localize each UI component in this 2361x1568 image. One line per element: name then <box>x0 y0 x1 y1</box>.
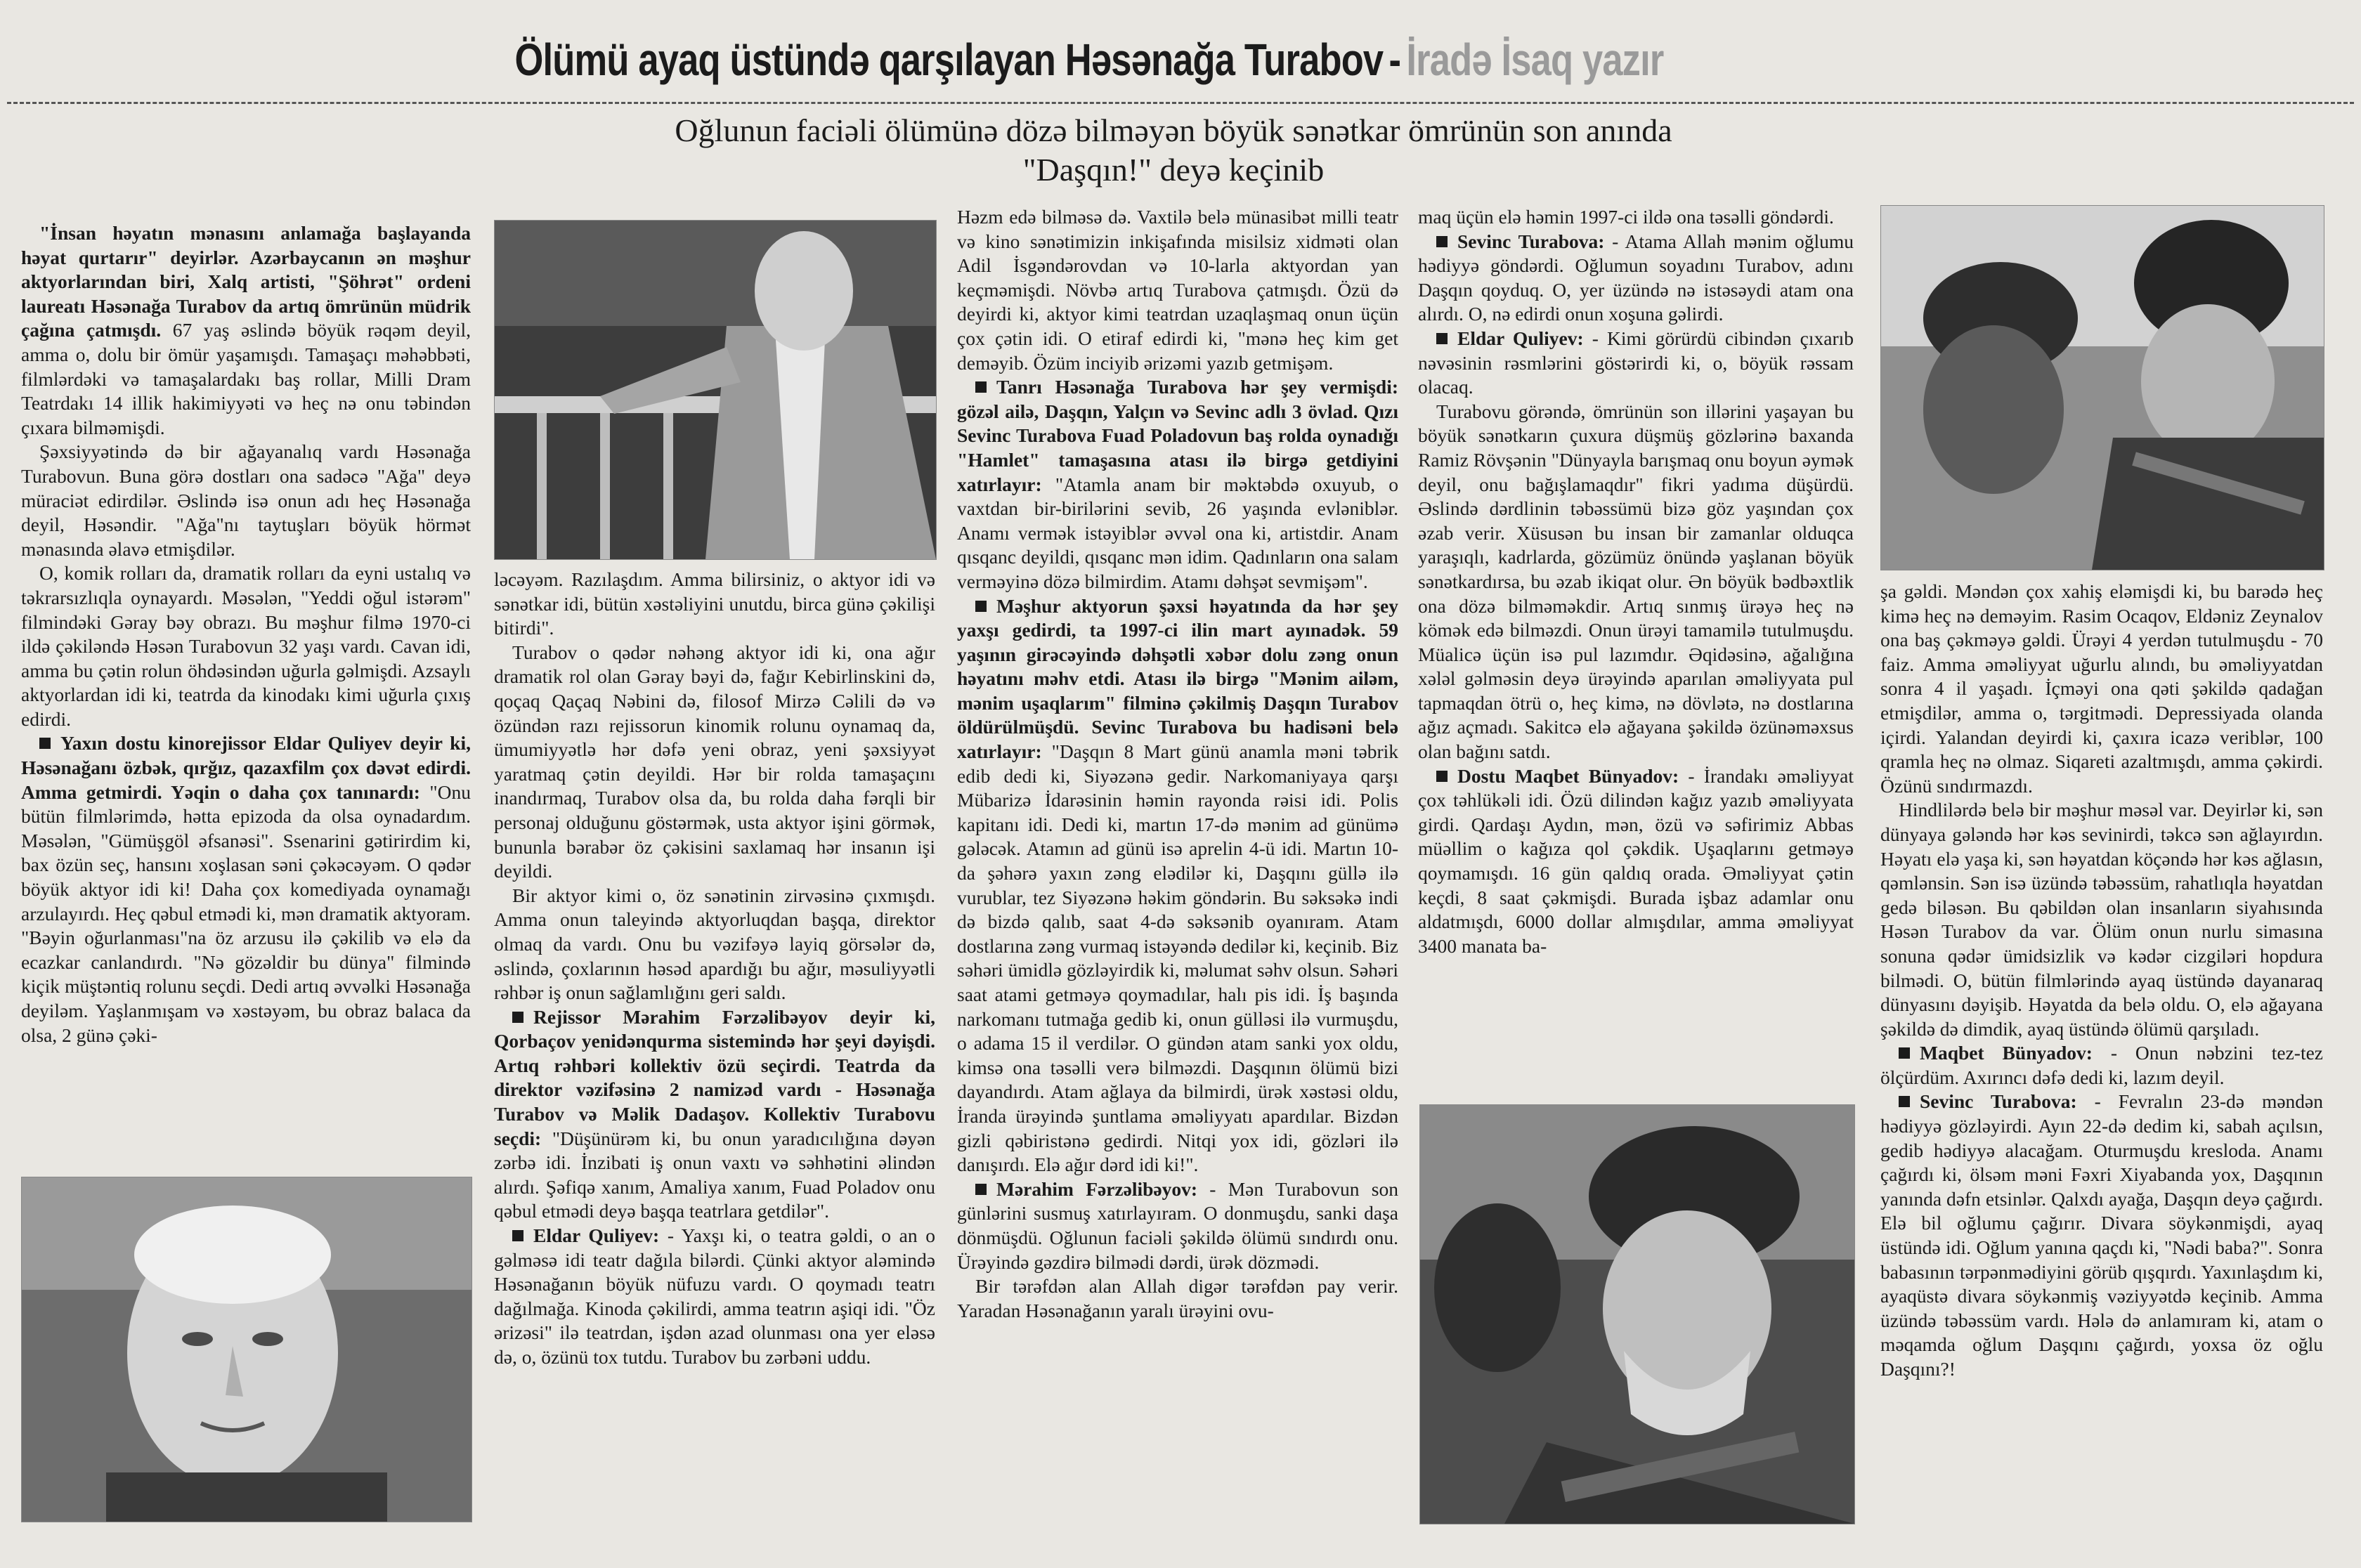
body-text: - Fevralın 23-də məndən hədiyyə gözləyirdi. Ayın 22-də dedim ki, sabah açılsın, gedib hədiyyə alacağam. Oturmuşdu kresloda. Anamı çağırdı ki, ölsəm məni Fəxri Xiyabanda yox, Daşqının yanında dəfn etsinlər. Qalxdı ayağa, Daşqın deyə çağırdı. Elə bil oğlumu çağırır. Divara söykənmişdi, ayaq üstündə idi. Oğlum yanına qaçdı ki, "Nədi baba?". Sonra babasının tərpənmədiyini görüb qışqırdı. Yaxınlaşdım ki, ayaqüstə divara söykənmiş vəziyyətdə keçinib. Amma üzündə təbəssüm vardı. Hələ də anlamıram ki, atam o məqamda oğlum Daşqını çağırdı, yoxsa öz oğlu Daşqını?! <box>1880 1090 2323 1380</box>
article-paragraph <box>494 1005 935 1224</box>
body-text: Hindlilərdə belə bir məşhur məsəl var. Deyirlər ki, sən dünyaya gələndə hər kəs sevinirdi, təkcə sən ağlayırdın. Həyatı elə yaşa ki, sən həyatdan köçəndə hər kəs ağlasın, qəmlənsin. Sən isə üzündə təbəssüm, rahatlıqla həyatdan gedə biləsən. Bu qəbildən olan insanların siyahısında Həsən Turabov da var. Ölüm onun nurlu simasına sonuna qədər ümidsizlik və kədər cizgiləri hopdura bilmədi. O, bütün filmlərində ayaq üstündə dayanaraq dünyasını dəyişib. Həyatda da belə oldu. O, elə ağayana şəkildə də dimdik, ayaq üstündə ölümü qarşıladı. <box>1880 799 2323 1040</box>
square-bullet-icon <box>512 1012 523 1023</box>
subheadline-line-1: Oğlunun faciəli ölümünə dözə bilməyən böyük sənətkar ömrünün son anında <box>675 112 1672 148</box>
body-text: "Daşqın 8 Mart günü anamla məni təbrik edib dedi ki, Siyəzənə gedir. Narkomaniyaya qarşı Mübarizə İdarəsinin həmin rayonda rəisi idi. Polis kapitanı idi. Dedi ki, martın 17-də mənim ad günümə gələcək. Atamın ad günü isə aprelin 4-ü idi. Martın 10-da şəhərə yaxın zəng elədilər ki, Daşqını güllə ilə vurublar, tez Siyəzənə həkim göndərin. Bu səksəkə indi də bizdə qalıb, saat 4-də səksənib oyanıram. Atam dostlarına zəng vurmaq istəyəndə dedilər ki, keçinib. Biz səhəri ümidlə gözləyirdik ki, məlumat səhv olsun. Səhəri saat atami getməyə qoymadılar, halı pis idi. İş başında narkomanı tutmağa gedib ki, onun gülləsi ilə vurmuşdu, o adama 15 il verdilər. O gündən atam sanki yox oldu, kimsə ona təsəlli verə bilməzdi. Daşqının ölümü bizi dayandırdı. Atam ağlaya da bilmirdi, ürək xəstəsi oldu, İranda ürəyində şuntlama əməliyyatı apardılar. Bizdən gizli qəbiristənə gedirdi. Nitqi yox idi, gözləri ilə danışırdı. Elə ağır dərd idi ki!". <box>957 740 1398 1176</box>
bold-text: Dostu Maqbet Bünyadov: <box>1457 764 1679 787</box>
bold-text: Eldar Quliyev: <box>1457 327 1584 349</box>
body-text: Həzm edə bilməsə də. Vaxtilə belə münasibət milli teatr və kino sənətimizin inkişafında misilsiz xidməti olan Adil İsgəndərovdan və 10-larla aktyordan yan keçməmişdi. Növbə artıq Turabova çatmışdı. Özü də deyirdi ki, aktyor kimi teatrdan uzaqlaşmaq onun üçün çox çətin idi. O etiraf edirdi ki, "mənə heç kim get deməyib. Özüm inciyib ərizəmi yazıb getmişəm. <box>957 206 1398 374</box>
body-text: Şəxsiyyətində də bir ağayanalıq vardı Həsənağa Turabovun. Buna görə dostları ona sadəcə "Ağa" deyə müraciət edirdilər. Əslində isə onun adı heç Həsənağa deyil, Həsəndir. "Ağa"nı taytuşları böyük hörmət mənasında əlavə etmişdilər. <box>21 440 471 560</box>
bold-text: Eldar Quliyev: <box>533 1224 660 1247</box>
square-bullet-icon <box>1436 771 1448 782</box>
header-dashed-divider <box>7 102 2354 104</box>
article-paragraph <box>1418 205 1854 230</box>
bold-text: Maqbet Bünyadov: <box>1920 1042 2093 1064</box>
square-bullet-icon <box>1899 1096 1910 1107</box>
body-text: - Atama Allah mənim oğlumu hədiyyə göndərdi. Oğlumun soyadını Turabov, adını Daşqın qoyduq. O, yer üzündə nə istəsəydi atam ona alırdı. O, nə edirdi onun xoşuna gəlirdi. <box>1418 230 1854 325</box>
square-bullet-icon <box>1436 333 1448 344</box>
article-paragraph <box>1880 1041 2323 1090</box>
article-headline <box>369 28 1809 91</box>
bold-text: Rejissor Mərahim Fərzəlibəyov deyir ki, Qorbaçov yenidənqurma sistemində hər şeyi dəyişdi. Artıq rəhbəri kollektiv özü seçirdi. Teatrda da direktor vəzifəsinə 2 namizəd vardı - Həsənağa Turabov və Məlik Dadaşov. Kollektiv Turabovu seçdi: <box>494 1005 935 1149</box>
article-paragraph <box>494 568 935 641</box>
bold-text: Sevinc Turabova: <box>1457 230 1605 252</box>
portrait-photo-graphic <box>22 1177 471 1522</box>
body-text: "Düşünürəm ki, bu onun yaradıcılığına dəyən zərbə idi. İnzibati iş onun vaxtı və səhhətini əlindən alırdı. Şəfiqə xanım, Amaliya xanım, Fuad Poladov onu qəbul etmədi deyə başqa teatrlara getdilər". <box>494 1127 935 1222</box>
article-paragraph <box>1418 764 1854 959</box>
body-text: - Kimi görürdü cibindən çıxarıb nəvəsinin rəsmlərini göstərirdi ki, o, böyük rəssam olacaq. <box>1418 327 1854 398</box>
bold-text: Yaxın dostu kinorejissor Eldar Quliyev deyir ki, Həsənağanı özbək, qırğız, qazaxfilm çox dəvət edirdi. Amma getmirdi. Yəqin o daha çox tanınardı: <box>21 732 471 803</box>
bold-text: Məşhur aktyorun şəxsi həyatında da hər şey yaxşı gedirdi, ta 1997-ci ilin mart ayınadək. 59 yaşının girəcəyində dəhşətli xəbər dolu zəng onun həyatını məhv etdi. Atası ilə birgə "Mənim ailəm, mənim uşaqlarım" filminə çəkilmiş Daşqın Turabov öldürülmüşdü. Sevinc Turabova bu hadisəni belə xatırlayır: <box>957 594 1398 763</box>
body-text: Bir aktyor kimi o, öz sənətinin zirvəsinə çıxmışdı. Amma onun taleyində aktyorluqdan başqa, direktor olmaq da vardı. Onu bu vəzifəyə layiq görsələr də, əslində, çoxlarının həsəd apardığı bu ağır, məsuliyyətli rəhbər iş onun sağlamlığını geri saldı. <box>494 884 935 1004</box>
text-column-1 <box>21 221 471 1152</box>
body-text: - Onun nəbzini tez-tez ölçürdüm. Axırıncı dəfə dedi ki, lazım deyil. <box>1880 1042 2323 1088</box>
body-text: "Onu bütün filmlərimdə, hətta epizoda da olsa oynadardım. Məsələn, "Gümüşgöl əfsanəsi". Ssenarini gətirirdim ki, bax özün seç, hansını xoşlasan səni çəkəcəyəm. O qədər böyük aktyor idi ki! Daha çox komediyada oynamağı arzulayırdı. Heç qəbul etmədi ki, mən dramatik aktyoram. "Bəyin oğurlanması"na öz arzusu ilə çəkilib və elə da ecazkar canlandırdı. "Nə gözəldir bu dünya" filmində kiçik müştəntiq rolunu seçdi. Dedi artıq əvvəlki Həsənağa deyiləm. Yaşlanmışam və xəstəyəm, bu obraz balaca da olsa, 2 günə çəki- <box>21 780 471 1046</box>
square-bullet-icon <box>975 381 987 393</box>
body-text: Bir tərəfdən alan Allah digər tərəfdən pay verir. Yaradan Həsənağanın yaralı ürəyini ovu- <box>957 1275 1398 1321</box>
body-text: 67 yaş əslində böyük rəqəm deyil, amma o, dolu bir ömür yaşamışdı. Tamaşaçı məhəbbəti, filmlərdəki və tamaşalardakı baş rollar, Milli Dram Teatrdakı 14 illik hakimiyyəti və heç nə onu təbindən çıxara bilməmişdi. <box>21 319 471 438</box>
bold-text: Sevinc Turabova: <box>1920 1090 2077 1113</box>
film-still-photo-right <box>1880 205 2324 570</box>
article-paragraph <box>1418 400 1854 764</box>
text-column-4 <box>1418 205 1854 1080</box>
article-paragraph <box>957 205 1398 375</box>
square-bullet-icon <box>975 601 987 612</box>
body-text: şa gəldi. Məndən çox xahiş eləmişdi ki, bu barədə heç kimə heç nə deməyim. Rasim Ocaqov, Eldəniz Zeynalov ona baş çəkməyə gəldi. Ürəyi 4 yerdən tutulmuşdu - 70 faiz. Amma əməliyyat uğurlu alındı, bu əməliyyatdan sonra 4 il yaşadı. İçməyi ona qəti şəkildə qadağan etmişdilər, amma o, tərgitmədi. Depressiyada olanda içirdi. Yalandan deyirdi ki, çaxıra icazə veriblər, 100 qramla heç nə olmaz. Siqareti azaltmışdı, amma çəkirdi. Özünü sındırmazdı. <box>1880 580 2323 797</box>
body-text: - Yaxşı ki, o teatra gəldi, o an o gəlməsə idi teatr dağıla bilərdi. Çünki aktyor aləmində Həsənağanın böyük nüfuzu vardı. O qoymadı teatrı dağılmağa. Kinoda çəkilirdi, amma teatrın aşiqi idi. "Öz ərizəsi" ilə teatrdan, işdən azad olunması ona yer eləsə də, o, özünü tox tutdu. Turabov bu zərbəni uddu. <box>494 1224 935 1368</box>
text-column-5 <box>1880 580 2323 1523</box>
square-bullet-icon <box>1436 236 1448 247</box>
bold-text: Mərahim Fərzəlibəyov: <box>996 1177 1198 1200</box>
body-text: Turabovu görəndə, ömrünün son illərini yaşayan bu böyük sənətkarın çuxura düşmüş gözlərinə baxanda Ramiz Rövşənin "Dünyayla barışmaq onu boyun əymək deyil, onu bağışlamaqdır" fikri yadıma düşürdü. Əslində dərdlinin təbəssümü bizə göz yaşından çox əzab verir. Xüsusən bu insan bir zamanlar olduqca yaraşıqlı, kadrlarda, gözümüz önündə yaşlanan böyük sənətkardırsa, bu əzab ikiqat olur. Ən böyük bədbəxtlik ona dözə bilməməkdir. Artıq sınmış ürəyə heç nə kömək edə bilməzdi. Onun ürəyi tamamilə tutulmuşdu. Müalicə üçün isə pul lazımdır. Əqidəsinə, ağalığına xələl gəlməsin deyə ürəyində aparılan əməliyyata pul tapmaqdan ötrü o, heç kimə, nə dövlətə, nə dostlarına ağız açmadı. Sakitcə elə ağayana şəkildə özünəməxsus olan bağını satdı. <box>1418 400 1854 763</box>
article-paragraph <box>1880 1090 2323 1381</box>
article-paragraph <box>494 1224 935 1370</box>
article-paragraph <box>21 731 471 1047</box>
film-still-graphic <box>1420 1105 1854 1524</box>
article-paragraph <box>1880 580 2323 798</box>
square-bullet-icon <box>512 1230 523 1241</box>
bold-text: Tanrı Həsənağa Turabova hər şey vermişdi: gözəl ailə, Daşqın, Yalçın və Sevinc adlı 3 övlad. Qızı Sevinc Turabova Fuad Poladovun baş rolda oynadığı "Hamlet" tamaşasına atası ilə birgə getdiyini xatırlayır: <box>957 376 1398 495</box>
body-text: - İrandakı əməliyyat çox təhlükəli idi. Özü dilindən kağız yazıb əməliyyata girdi. Qardaşı Aydın, mən, özü və səfirimiz Abbas müəllim o kağıza qol çəkdik. Uşaqlarını getməyə qoymamışdı. 16 gün qaldıq orada. Əməliyyat çətin keçdi, 8 saat çəkmişdi. Burada işbaz adamlar onu aldatmışdı, 6000 dollar almışdılar, amma əməliyyat 3400 manata ba- <box>1418 764 1854 957</box>
article-paragraph <box>21 221 471 440</box>
film-still-right-graphic <box>1881 206 2324 570</box>
headline-text: Ölümü ayaq üstündə qarşılayan Həsənağa Turabov <box>514 34 1384 85</box>
article-paragraph <box>21 561 471 731</box>
article-paragraph <box>1418 230 1854 327</box>
article-paragraph <box>957 1177 1398 1274</box>
portrait-photo-elderly <box>21 1177 472 1522</box>
headline-separator: - <box>1388 34 1401 85</box>
photo-actor-seated <box>494 220 937 560</box>
body-text: O, komik rolları da, dramatik rolları da eyni ustalıq və təkrarsızlıqla oynayardı. Məsələn, "Yeddi oğul istərəm" filmindəki Gəray bəy obrazı. Bu məşhur filmə 1970-ci ildə çəkiləndə Həsən Turabovun 32 yaşı vardı. Cavan idi, amma bu çətin rolun öhdəsindən uğurla gəlmişdi. Azsaylı aktyorlardan idi ki, teatrda da kinodakı kimi uğurla çıxış edirdi. <box>21 562 471 730</box>
body-text: "Atamla anam bir məktəbdə oxuyub, o vaxtdan bir-birilərini sevib, 26 yaşında evləniblər. Anamı vermək istəyiblər əvvəl ona ki, artistdir. Anam qısqanc deyildi, qısqanc mən idim. Qadınların ona salam verməyinə dözə bilmirdim. Atamı dəhşət sevmişəm". <box>957 473 1398 592</box>
text-column-3 <box>957 205 1398 1523</box>
body-text: maq üçün elə həmin 1997-ci ildə ona təsəlli göndərdi. <box>1418 206 1834 228</box>
article-paragraph <box>1880 798 2323 1041</box>
article-paragraph <box>21 440 471 561</box>
article-paragraph <box>957 1274 1398 1323</box>
square-bullet-icon <box>975 1184 987 1195</box>
film-still-photo-hat <box>1419 1104 1855 1524</box>
article-paragraph <box>957 594 1398 1177</box>
byline: İradə İsaq yazır <box>1406 34 1664 85</box>
seated-photo-graphic <box>495 221 936 559</box>
article-paragraph <box>494 641 935 884</box>
square-bullet-icon <box>1899 1047 1910 1059</box>
article-paragraph <box>494 884 935 1005</box>
text-column-2 <box>494 568 935 1523</box>
square-bullet-icon <box>39 738 51 749</box>
subheadline-line-2: "Daşqın!" deyə keçinib <box>1022 152 1325 188</box>
body-text: ləcəyəm. Razılaşdım. Amma bilirsiniz, o aktyor idi və sənətkar idi, bütün xəstəliyini unutdu, birca günə çəkilişi bitirdi". <box>494 568 935 639</box>
bold-text: "İnsan həyatın mənasını anlamağa başlayanda həyat qurtarır" deyirlər. Azərbaycanın ən məşhur aktyorlarından biri, Xalq artisti, "Şöhrət" ordeni laureatı Həsənağa Turabov da artıq ömrünün müdrik çağına çatmışdı. <box>21 222 471 341</box>
article-subheadline <box>464 111 1883 190</box>
article-paragraph <box>957 375 1398 594</box>
body-text: - Mən Turabovun son günlərini susmuş xatırlayıram. O donmuşdu, sanki daşa dönmüşdü. Oğlunun faciəli şəkildə ölümü sındırdı onu. Ürəyində gəzdirə bilmədi dərdi, ürək dözmədi. <box>957 1177 1398 1273</box>
body-text: Turabov o qədər nəhəng aktyor idi ki, ona ağır dramatik rol olan Gəray bəyi də, fağır Kebirlinskini də, qoçaq Qaçaq Nəbini də, filosof Mirzə Cəlili də və özündən razı rejissorun kinomik rolunu oynamaq da, ümumiyyətlə hər dəfə yeni obraz, yeni şəxsiyyət yaratmaq çətin deyildi. Hər bir rolda tamaşaçını inandırmaq, Turabov olsa da, bu rolda daha fərqli bir personaj olduğunu göstərmək, usta aktyor işini görmək, bununla bərabər öz çəkisini saxlamaq hər insanın işi deyildi. <box>494 641 935 882</box>
article-paragraph <box>1418 327 1854 400</box>
